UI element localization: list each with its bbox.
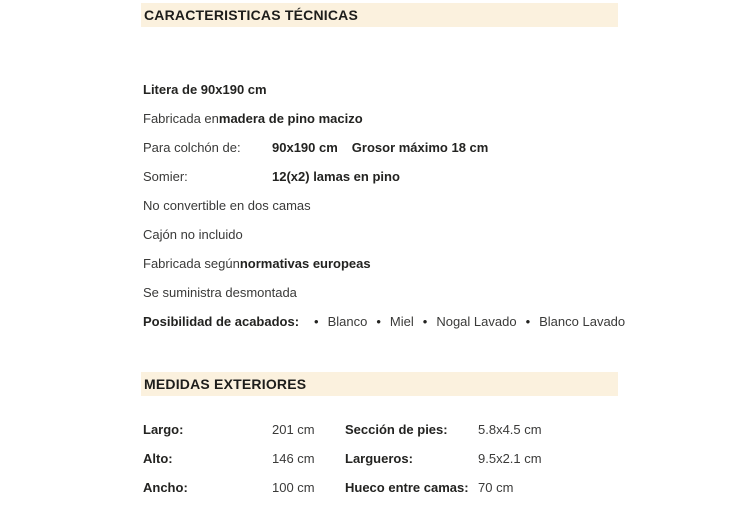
measure-label-largo: Largo:: [143, 422, 184, 437]
measure-value-alto: 146 cm: [272, 451, 315, 466]
product-name: Litera de 90x190 cm: [143, 82, 267, 97]
measure-value-hueco-camas: 70 cm: [478, 480, 514, 495]
spec-line-product: [141, 75, 618, 104]
measure-value-largo: 201 cm: [272, 422, 315, 437]
section-title-measures: MEDIDAS EXTERIORES: [144, 376, 307, 392]
section-title-tech: CARACTERISTICAS TÉCNICAS: [144, 7, 359, 23]
slats-value: 12(x2) lamas en pino: [272, 169, 400, 184]
measure-rows: [141, 415, 618, 502]
measure-label-hueco-camas: Hueco entre camas:: [345, 480, 469, 495]
measure-label-ancho: Ancho:: [143, 480, 188, 495]
spec-line-drawer: [141, 220, 618, 249]
standards-value: normativas europeas: [239, 256, 371, 271]
section-header-measures: [141, 372, 618, 396]
spec-line-material: [141, 104, 618, 133]
mattress-thickness: Grosor máximo 18 cm: [351, 140, 489, 155]
measure-label-alto: Alto:: [143, 451, 173, 466]
convertible-note: No convertible en dos camas: [143, 198, 311, 213]
measure-row-alto: [141, 444, 618, 473]
spec-line-convertible: [141, 191, 618, 220]
measure-value-largueros: 9.5x2.1 cm: [478, 451, 542, 466]
mattress-label: Para colchón de:: [143, 140, 241, 155]
material-value: madera de pino macizo: [218, 111, 363, 126]
measure-label-seccion-pies: Sección de pies:: [345, 422, 448, 437]
measure-value-seccion-pies: 5.8x4.5 cm: [478, 422, 542, 437]
assembly-note: Se suministra desmontada: [143, 285, 297, 300]
finish-option: • Blanco: [305, 307, 367, 336]
spec-line-assembly: [141, 278, 618, 307]
spec-line-standards: [141, 249, 618, 278]
drawer-note: Cajón no incluido: [143, 227, 243, 242]
finish-option: • Miel: [367, 307, 413, 336]
spec-line-mattress: [141, 133, 618, 162]
measure-label-largueros: Largueros:: [345, 451, 413, 466]
spec-sheet-content: [141, 3, 626, 502]
measure-row-largo: [141, 415, 618, 444]
material-prefix: Fabricada en: [143, 111, 219, 126]
finishes-label: Posibilidad de acabados:: [143, 314, 300, 329]
measure-row-ancho: [141, 473, 618, 502]
spec-line-finishes: [141, 307, 626, 336]
spec-line-slats: [141, 162, 618, 191]
section-header-tech: [141, 3, 618, 27]
mattress-size: 90x190 cm: [272, 140, 338, 155]
tech-spec-lines: [141, 75, 626, 336]
standards-prefix: Fabricada según: [143, 256, 240, 271]
finish-option: • Nogal Lavado: [414, 307, 517, 336]
finish-option: • Blanco Lavado: [517, 307, 626, 336]
measure-value-ancho: 100 cm: [272, 480, 315, 495]
slats-label: Somier:: [143, 169, 188, 184]
